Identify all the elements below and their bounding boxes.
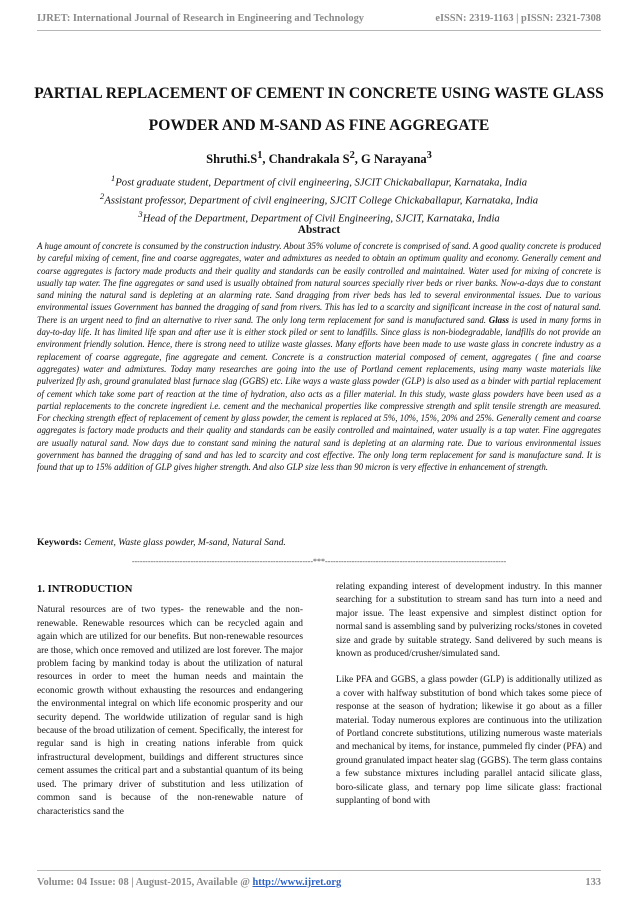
abstract-text-part: is used in many forms in day-to-day life. It has limited life span and after use it is either stock piled or sent to landfills. Since glass is non-biodegradable, landfills do not provide an environment friendly solution. Hence, there is strong need to utilize waste glasses. Many efforts have been made to use waste glass in concrete industry as a replacement of coarse aggregate, fine aggregate and cement. Concrete is a construction material composed of cement, aggregates ( fine and coarse aggregates) water and admixtures. Today many researches are going into the use of Portland cement replacements, using many waste materials like pulverized fly ash, ground granulated blast furnace slag (GGBS) etc. Like ways a waste glass powder (GLP) is also used as a binder with partial replacement of cement which take some part of reaction at the time of hydration, also acts as a filler material. In this study, waste glass powders have been used as a partial replacements to the concrete ingredient i.e. cement and the mechanical properties like compressive strength and split tensile strength are measured. For checking strength effect of replacement of cement by glass powder, the cement is replaced at 5%, 10%, 15%, 20% and 25%. Generally cement and coarse aggregates is factory made products and their quality and standards can be easily controlled and maintained, water usually is a tap water. Fine aggregates are usually natural sand. Now days due to constant sand mining the natural sand is depleting at an alarming rate. Due to various environmental issues government has banned the dragging of sand and has led to scarcity and cost effective. The only long term replacement for sand is manufacture sand. It is found that up to 15% addition of GLP gives higher strength. And also GLP size less than 90 micron is very effective in enhancement of strength. (37, 314, 601, 473)
abstract-bold-term: Glass (488, 314, 510, 325)
author: Shruthi.S (206, 152, 258, 167)
affiliation-text: Head of the Department, Department of Civil Engineering, SJCIT, Karnataka, India (142, 213, 500, 225)
footer-rule (37, 870, 601, 871)
affiliation (30, 190, 608, 208)
journal-link[interactable]: http://www.ijret.org (252, 877, 342, 888)
volume-info: Volume: 04 Issue: 08 | August-2015, Available @ (37, 877, 253, 888)
issn-info: eISSN: 2319-1163 | pISSN: 2321-7308 (435, 13, 601, 24)
affiliation-list (30, 172, 608, 226)
abstract-text-part: A huge amount of concrete is consumed by the construction industry. About 35% volume of concrete is comprised of sand. A good quality concrete is produced by careful mixing of cement, fine and coarse aggregates, water and admixtures as needed to obtain an optimum quality and economy. Generally cement and coarse aggregates is factory made products and their quality and standards can be easily controlled and maintained. Water used for mixing of concrete is usually tap water. The fine aggregates or sand used is usually obtained from natural sources specially river beds or river banks. Now-a-days due to constant sand mining the natural sand is depleting at an alarming rate. Sand dragging from river beds has led to several environmental issues. Due to various environmental issues Government has banned the dragging of sand from rivers. This has led to a scarcity and significant increase in the cost of natural sand. There is an urgent need to find an alternative to river sand. The only long term replacement for sand is manufactured sand. (37, 241, 601, 325)
author-list (30, 150, 608, 167)
body-paragraph: relating expanding interest of development industry. In this manner searching for a substitution to stream sand has turn into a need and major issue. The least expensive and simplest distinct option for normal sand is assembling sand by pulverizing rocks/stones in coveted size and grade by suitable strategy. Sand delivered by such means is known as produced/crusher/simulated sand. (336, 582, 602, 660)
running-footer (37, 877, 601, 888)
affiliation-superscript: 1 (110, 173, 116, 183)
body-paragraph: Natural resources are of two types- the renewable and the non-renewable. Renewable resources which can be recycled again and again which are utilized for our benefits. But non-renewable resources are those, which once removed and utilized are lost forever. The major problem facing by mankind today is about the utilization of natural resources in order to meet the human needs and maintain the economic growth without exhausting the resources and endangering the environmental integral on which life economic prosperity and our security depend. The worldwide utilization of regular sand is high because of the broad utilization of cement. Specifically, the interest for regular sand is high in creating nations inferable from quick infrastructural development, buildings and different structures since cement assumes the critical part and a substantial quantum of its being used. The primary driver of substitution and less utilization of common sand is because of the non-renewable nature of characteristics sand the (37, 605, 303, 817)
keywords (37, 537, 601, 548)
section-divider: --------------------------------------------------------------------***-------------------------------------------------------------------- (131, 557, 507, 566)
running-header (37, 13, 601, 24)
header-rule (37, 30, 601, 31)
keywords-text: Cement, Waste glass powder, M-sand, Natural Sand. (81, 537, 286, 548)
author-superscript: 1 (257, 150, 263, 161)
keywords-label: Keywords: (37, 537, 82, 548)
footer-citation (37, 877, 341, 888)
author-superscript: 2 (349, 150, 355, 161)
body-paragraph: Like PFA and GGBS, a glass powder (GLP) is additionally utilized as a cover with halfway substitution of bond which takes some piece of response at the season of hydration; likewise it go about as a filler material. Today numerous explores are continuous into the utilization of Portland concrete substitutions, utilizing numerous waste materials and mechanical by items, for instance, pummeled fly cinder (PFA) and ground granulated impact heater slag (GGBS). The term glass contains a few substance mixtures including parallel antacid silicate glass, boro-silicate glass, and ternary pop lime silicate glass: fractional supplanting of bond with (336, 675, 602, 807)
page-number: 133 (585, 877, 601, 888)
affiliation-superscript: 3 (138, 209, 143, 220)
author-superscript: 3 (426, 150, 432, 161)
abstract-heading: Abstract (297, 224, 341, 236)
author: Chandrakala S (268, 152, 350, 167)
affiliation-text: Post graduate student, Department of civil engineering, SJCIT Chickaballapur, Karnataka, India (115, 177, 528, 189)
abstract-text (37, 240, 601, 474)
journal-name: IJRET: International Journal of Research in Engineering and Technology (37, 13, 364, 24)
author-separator: , (354, 152, 362, 167)
affiliation (30, 172, 608, 190)
left-column (37, 580, 303, 832)
author-separator: , (262, 152, 269, 167)
affiliation-superscript: 2 (99, 191, 105, 202)
author: G Narayana (361, 152, 427, 167)
paper-title: PARTIAL REPLACEMENT OF CEMENT IN CONCRETE USING WASTE GLASS POWDER AND M-SAND AS FINE AGGREGATE (34, 85, 604, 134)
right-column (336, 581, 602, 822)
section-heading: 1. INTRODUCTION (37, 584, 133, 595)
affiliation-text: Assistant professor, Department of civil engineering, SJCIT College Chickaballapur, Karnataka, India (104, 195, 539, 207)
